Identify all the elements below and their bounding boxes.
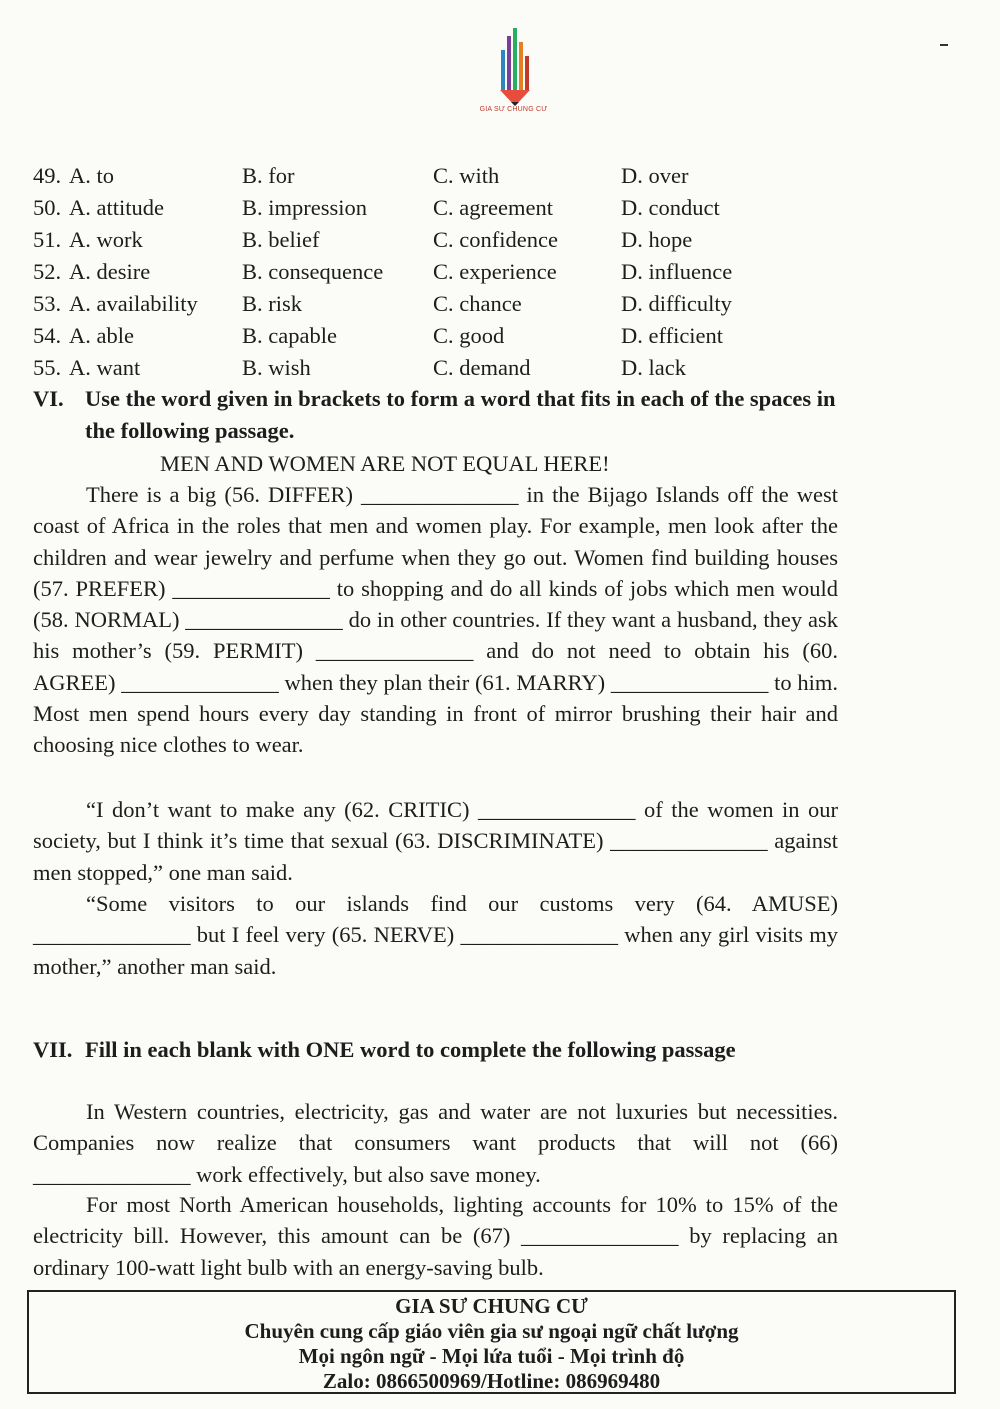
option-a: A. want <box>69 355 141 380</box>
option-d: D. influence <box>621 259 733 284</box>
passage-title: MEN AND WOMEN ARE NOT EQUAL HERE! <box>160 451 610 476</box>
question-number: 55. <box>33 355 62 380</box>
passage-paragraph <box>33 479 838 761</box>
footer-slogan: Mọi ngôn ngữ - Mọi lứa tuổi - Mọi trình độ <box>298 1344 685 1368</box>
option-row <box>33 160 853 192</box>
paragraph-text: For most North American households, lighting accounts for 10% to 15% of the electricity bill. However, this amount can be (67) ______________ by replacing an ordinary 100-watt light bulb with an energy-saving bulb. <box>33 1192 838 1280</box>
option-d: D. conduct <box>621 195 720 220</box>
section-number: VI. <box>33 386 64 411</box>
passage-paragraph <box>33 888 838 982</box>
section-instruction: Fill in each blank with ONE word to complete the following passage <box>85 1037 736 1062</box>
option-row <box>33 320 853 352</box>
footer-box <box>27 1290 956 1394</box>
paragraph-text: “I don’t want to make any (62. CRITIC) ______________ of the women in our society, but I think it’s time that sexual (63. DISCRIMINATE) ______________ against men stopped,” one man said. <box>33 797 838 885</box>
edge-mark <box>940 44 948 46</box>
paragraph-text: “Some visitors to our islands find our customs very (64. AMUSE) ______________ but I feel very (65. NERVE) ______________ when any girl visits my mother,” another man said. <box>33 891 838 979</box>
option-b: B. risk <box>242 291 303 316</box>
option-c: C. with <box>433 163 500 188</box>
passage-paragraph <box>33 1189 838 1283</box>
section-6-heading <box>33 383 843 447</box>
option-row <box>33 224 853 256</box>
option-a: A. availability <box>69 291 198 316</box>
option-b: B. for <box>242 163 295 188</box>
option-b: B. belief <box>242 227 320 252</box>
option-b: B. wish <box>242 355 311 380</box>
option-row <box>33 288 853 320</box>
option-c: C. chance <box>433 291 522 316</box>
question-number: 53. <box>33 291 62 316</box>
question-number: 49. <box>33 163 62 188</box>
option-a: A. to <box>69 163 114 188</box>
option-b: B. impression <box>242 195 368 220</box>
passage-paragraph <box>33 1096 838 1190</box>
paragraph-text: There is a big (56. DIFFER) ______________ in the Bijago Islands off the west coast of Africa in the roles that men and women play. For example, men look after the children and wear jewelry and perfume when they go out. Women find building houses (57. PREFER) ______________ to shopping and do all kinds of jobs which men would (58. NORMAL) ______________ do in other countries. If they want a husband, they ask his mother’s (59. PERMIT) ______________ and do not need to obtain his (60. AGREE) ______________ when they plan their (61. MARRY) ______________ to him. Most men spend hours every day standing in front of mirror brushing their hair and choosing nice clothes to wear. <box>33 482 838 758</box>
option-a: A. work <box>69 227 143 252</box>
option-b: B. consequence <box>242 259 384 284</box>
option-c: C. agreement <box>433 195 553 220</box>
passage-paragraph <box>33 794 838 888</box>
question-number: 52. <box>33 259 62 284</box>
option-d: D. over <box>621 163 689 188</box>
question-number: 50. <box>33 195 62 220</box>
footer-brand: GIA SƯ CHUNG CƯ <box>395 1294 588 1318</box>
section-instruction: Use the word given in brackets to form a word that fits in each of the spaces in the following passage. <box>85 386 836 443</box>
option-c: C. demand <box>433 355 531 380</box>
option-a: A. desire <box>69 259 151 284</box>
option-d: D. efficient <box>621 323 724 348</box>
option-row <box>33 256 853 288</box>
logo-text: GIA SƯ CHUNG CƯ <box>479 106 548 113</box>
section-number: VII. <box>33 1037 73 1062</box>
option-d: D. hope <box>621 227 693 252</box>
footer-tagline: Chuyên cung cấp giáo viên gia sư ngoại ngữ chất lượng <box>244 1319 739 1343</box>
option-c: C. good <box>433 323 505 348</box>
option-d: D. lack <box>621 355 686 380</box>
question-number: 54. <box>33 323 62 348</box>
question-number: 51. <box>33 227 62 252</box>
option-a: A. attitude <box>69 195 164 220</box>
answer-options <box>33 160 853 384</box>
section-7-heading <box>33 1034 843 1066</box>
option-a: A. able <box>69 323 134 348</box>
option-row <box>33 192 853 224</box>
option-row <box>33 352 853 384</box>
option-d: D. difficulty <box>621 291 732 316</box>
option-c: C. confidence <box>433 227 558 252</box>
option-c: C. experience <box>433 259 557 284</box>
option-b: B. capable <box>242 323 337 348</box>
footer-contact: Zalo: 0866500969/Hotline: 086969480 <box>322 1369 661 1393</box>
paragraph-text: In Western countries, electricity, gas and water are not luxuries but necessities. Companies now realize that consumers want products that will not (66) ______________ work effectively, but also save money. <box>33 1099 838 1187</box>
